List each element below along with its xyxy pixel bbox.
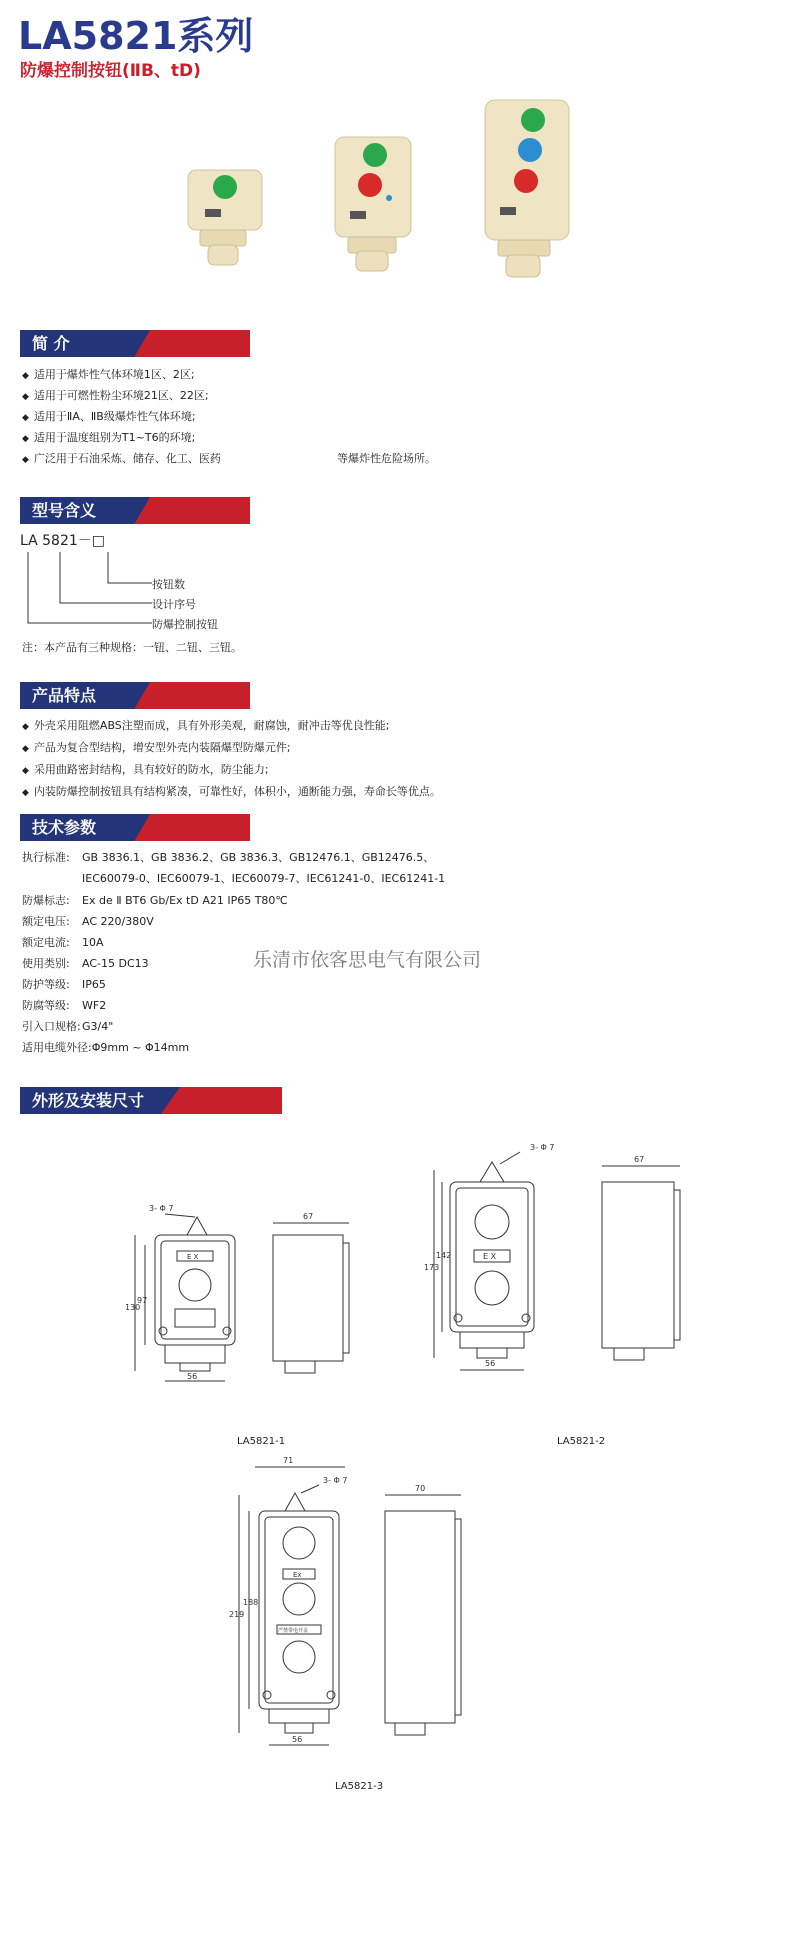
intro-item: ◆ 适用于ⅡA、ⅡB级爆炸性气体环境; bbox=[22, 409, 196, 426]
intro-item: ◆ 适用于爆炸性气体环境1区、2区; bbox=[22, 367, 195, 384]
warning-label: 严禁带电开盖 bbox=[278, 1628, 309, 1634]
model-code: LA 5821－□ bbox=[20, 533, 106, 549]
feature-item: ◆ 外壳采用阻燃ABS注塑而成，具有外形美观，耐腐蚀，耐冲击等优良性能; bbox=[22, 718, 390, 735]
spec-row: 额定电压: AC 220/380V bbox=[22, 915, 154, 928]
company-watermark: 乐清市依客思电气有限公司 bbox=[253, 949, 482, 971]
model-label-buttons: 按钮数 bbox=[152, 578, 185, 591]
intro-item: ◆ 适用于温度组别为T1~T6的环境; bbox=[22, 430, 195, 447]
product-1-button bbox=[188, 170, 262, 265]
drawing-caption-2: LA5821-2 bbox=[557, 1436, 606, 1447]
dim-h-outer: 173 bbox=[424, 1263, 440, 1272]
dim-w-top: 71 bbox=[283, 1456, 294, 1465]
dim-w-base: 56 bbox=[485, 1359, 496, 1368]
section-header-intro: 简 介 bbox=[20, 330, 250, 357]
model-note: 注：本产品有三种规格：一钮、二钮、三钮。 bbox=[22, 641, 242, 654]
dim-w-base: 56 bbox=[292, 1735, 303, 1744]
feature-item: ◆ 内装防爆控制按钮具有结构紧凑，可靠性好，体积小，通断能力强，寿命长等优点。 bbox=[22, 784, 441, 801]
dim-w-base: 56 bbox=[187, 1372, 198, 1381]
intro-item-tail: 等爆炸性危险场所。 bbox=[337, 452, 436, 465]
model-label-design: 设计序号 bbox=[152, 598, 196, 611]
section-header-params: 技术参数 bbox=[20, 814, 250, 841]
section-header-model: 型号含义 bbox=[20, 497, 250, 524]
drawing-caption-3: LA5821-3 bbox=[335, 1781, 384, 1792]
drawing-la5821-3 bbox=[229, 1455, 485, 1765]
ex-mark: E X bbox=[483, 1252, 497, 1261]
feature-item: ◆ 产品为复合型结构，增安型外壳内装隔爆型防爆元件; bbox=[22, 740, 291, 757]
spec-row: IEC60079-0、IEC60079-1、IEC60079-7、IEC61241-0、IEC61241-1 bbox=[82, 872, 446, 885]
product-3-button bbox=[485, 100, 569, 277]
section-header-dims: 外形及安装尺寸 bbox=[20, 1087, 282, 1114]
page-subtitle: 防爆控制按钮(ⅡB、tD) bbox=[20, 61, 201, 81]
dim-depth: 70 bbox=[415, 1484, 426, 1493]
dim-h-outer: 219 bbox=[229, 1610, 245, 1619]
dim-h-inner: 142 bbox=[436, 1251, 452, 1260]
dim-depth: 67 bbox=[303, 1212, 314, 1221]
product-photo bbox=[180, 95, 620, 285]
drawing-la5821-2 bbox=[424, 1130, 700, 1420]
ex-mark: Ex bbox=[293, 1571, 302, 1579]
dim-depth: 67 bbox=[634, 1155, 645, 1164]
spec-row: 执行标准: GB 3836.1、GB 3836.2、GB 3836.3、GB12476.1、GB12476.5、 bbox=[22, 851, 435, 864]
dim-h-inner: 97 bbox=[137, 1296, 148, 1305]
dim-h-outer: 130 bbox=[125, 1303, 141, 1312]
feature-item: ◆ 采用曲路密封结构，具有较好的防水，防尘能力; bbox=[22, 762, 269, 779]
spec-row: 引入口规格:G3/4" bbox=[22, 1020, 114, 1033]
spec-row: 使用类别: AC-15 DC13 bbox=[22, 957, 149, 970]
section-header-features: 产品特点 bbox=[20, 682, 250, 709]
drawing-caption-1: LA5821-1 bbox=[237, 1436, 286, 1447]
svg-text:E X: E X bbox=[187, 1253, 199, 1261]
spec-row: 防护等级: IP65 bbox=[22, 978, 106, 991]
spec-row: 防爆标志: Ex de Ⅱ BT6 Gb/Ex tD A21 IP65 T80℃ bbox=[22, 894, 288, 907]
intro-item: ◆ 广泛用于石油采炼、储存、化工、医药 bbox=[22, 451, 221, 468]
spec-row: 适用电缆外径:Φ9mm ~ Φ14mm bbox=[22, 1041, 190, 1054]
intro-item: ◆ 适用于可燃性粉尘环境21区、22区; bbox=[22, 388, 209, 405]
hole-label: 3- Φ 7 bbox=[530, 1143, 555, 1152]
spec-row: 防腐等级: WF2 bbox=[22, 999, 107, 1012]
model-label-type: 防爆控制按钮 bbox=[152, 618, 218, 631]
hole-label: 3- Φ 7 bbox=[323, 1476, 348, 1485]
drawing-la5821-1 bbox=[125, 1195, 375, 1425]
page-title: LA5821系列 bbox=[18, 14, 254, 58]
spec-row: 额定电流: 10A bbox=[22, 936, 104, 949]
dim-h-inner: 188 bbox=[243, 1598, 259, 1607]
hole-label: 3- Φ 7 bbox=[149, 1204, 174, 1213]
product-2-button bbox=[335, 137, 411, 271]
